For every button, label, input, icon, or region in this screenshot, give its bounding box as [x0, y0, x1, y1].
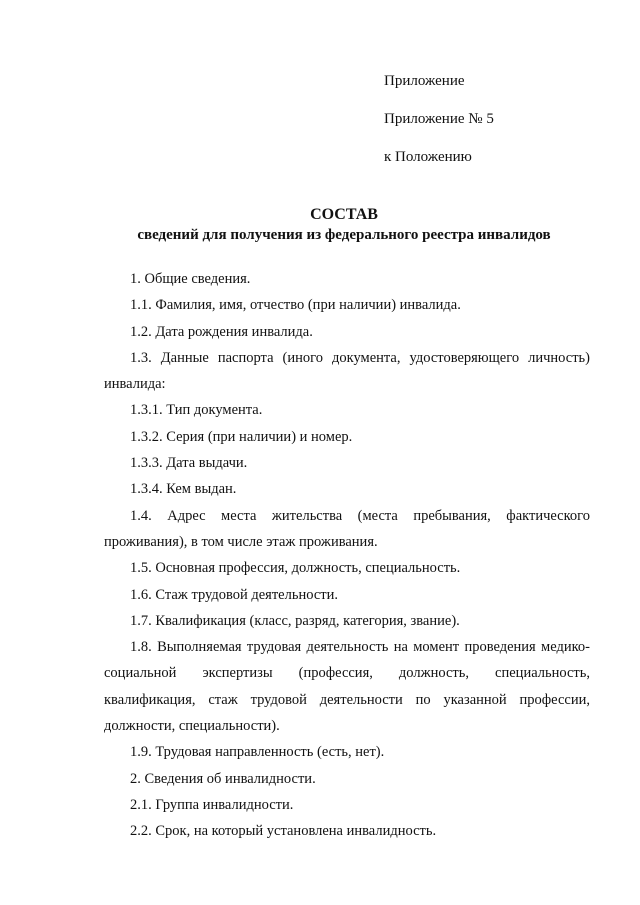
paragraph-1-3: 1.3. Данные паспорта (иного документа, удостоверяющего личность) инвалида:	[104, 349, 590, 393]
paragraph-2-1: 2.1. Группа инвалидности.	[130, 796, 294, 813]
paragraph-1-3-4: 1.3.4. Кем выдан.	[130, 481, 237, 498]
document-title: СОСТАВ	[310, 206, 378, 223]
appendix-label: Приложение	[384, 73, 465, 89]
paragraph-1-9: 1.9. Трудовая направленность (есть, нет).	[130, 744, 385, 761]
paragraph-2: 2. Сведения об инвалидности.	[130, 770, 316, 787]
paragraph-1-8: 1.8. Выполняемая трудовая деятельность на момент проведения медико-социальной экспертизы (профессия, должность, специальность, квалификация, стаж трудовой деятельности по указанной профессии, должности, специальности).	[104, 639, 590, 735]
paragraph-1-5: 1.5. Основная профессия, должность, специальность.	[130, 560, 461, 577]
paragraph-2-2: 2.2. Срок, на который установлена инвалидность.	[130, 823, 437, 840]
paragraph-1-3-3: 1.3.3. Дата выдачи.	[130, 455, 248, 472]
paragraph-1-2: 1.2. Дата рождения инвалида.	[130, 323, 313, 340]
paragraph-1-4: 1.4. Адрес места жительства (места пребывания, фактического проживания), в том числе этаж проживания.	[104, 507, 590, 550]
paragraph-1-6: 1.6. Стаж трудовой деятельности.	[130, 586, 338, 603]
document-body	[104, 266, 590, 845]
appendix-reference: к Положению	[384, 149, 472, 165]
paragraph-1: 1. Общие сведения.	[130, 271, 251, 287]
paragraph-1-3-1: 1.3.1. Тип документа.	[130, 402, 263, 419]
paragraph-1-3-2: 1.3.2. Серия (при наличии) и номер.	[130, 428, 353, 445]
document-title-block	[116, 205, 572, 245]
paragraph-1-7: 1.7. Квалификация (класс, разряд, категория, звание).	[130, 612, 460, 629]
paragraph-1-1: 1.1. Фамилия, имя, отчество (при наличии) инвалида.	[130, 297, 461, 314]
appendix-header	[384, 72, 494, 186]
document-subtitle: сведений для получения из федерального реестра инвалидов	[137, 227, 551, 243]
appendix-number: Приложение № 5	[384, 111, 494, 127]
